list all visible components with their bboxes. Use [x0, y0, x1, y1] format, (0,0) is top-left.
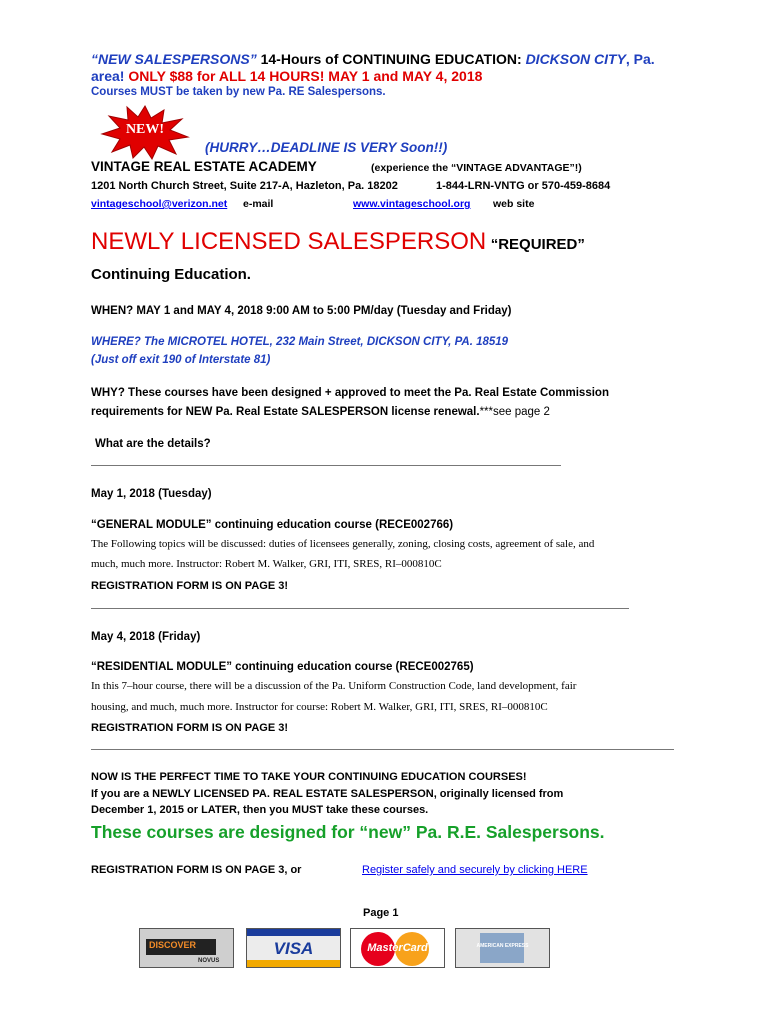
session1-desc-1: The Following topics will be discussed: duties of licensees generally, zoning, closing costs, agreement of sale, and [91, 538, 595, 550]
page-number: Page 1 [363, 907, 399, 919]
session1-date: May 1, 2018 (Tuesday) [91, 488, 212, 500]
email-link[interactable]: vintageschool@verizon.net [91, 198, 228, 210]
where-line-2: (Just off exit 190 of Interstate 81) [91, 354, 271, 366]
session2-date: May 4, 2018 (Friday) [91, 631, 201, 643]
green-banner: These courses are designed for “new” Pa. R.E. Salespersons. [91, 822, 605, 842]
why-note: ***see page 2 [479, 406, 550, 418]
session2-registration-note: REGISTRATION FORM IS ON PAGE 3! [91, 722, 288, 734]
when-text: WHEN? MAY 1 and MAY 4, 2018 9:00 AM to 5:00 PM/day (Tuesday and Friday) [91, 305, 512, 317]
where-line-1: WHERE? The MICROTEL HOTEL, 232 Main Street, DICKSON CITY, PA. 18519 [91, 336, 509, 348]
notice-line-3: December 1, 2015 or LATER, then you MUST take these courses. [91, 804, 429, 816]
new-badge-label: NEW! [125, 122, 165, 137]
header-state: , Pa. [625, 51, 655, 67]
academy-name: VINTAGE REAL ESTATE ACADEMY [91, 159, 317, 174]
notice-line-1: NOW IS THE PERFECT TIME TO TAKE YOUR CONTINUING EDUCATION COURSES! [91, 771, 527, 783]
session2-desc-2: housing, and much, much more. Instructor for course: Robert M. Walker, GRI, ITI, SRES, RI–000810C [91, 701, 548, 713]
divider [91, 749, 674, 750]
details-question: What are the details? [95, 438, 211, 450]
why-text: requirements for NEW Pa. Real Estate SALESPERSON license renewal. [91, 406, 480, 418]
registration-text: REGISTRATION FORM IS ON PAGE 3, or [91, 864, 302, 876]
divider [91, 465, 561, 466]
mastercard-name: MasterCard [367, 942, 428, 954]
mastercard-logo [350, 928, 445, 968]
headline [91, 228, 585, 256]
session1-registration-note: REGISTRATION FORM IS ON PAGE 3! [91, 580, 288, 592]
discover-card-logo [139, 928, 234, 968]
academy-tagline: (experience the “VINTAGE ADVANTAGE”!) [371, 162, 582, 174]
header-tag: “NEW SALESPERSONS” [91, 51, 257, 67]
website-link[interactable]: www.vintageschool.org [353, 198, 471, 210]
session2-desc-1: In this 7–hour course, there will be a discussion of the Pa. Uniform Construction Code, land development, fair [91, 680, 577, 692]
subhead: Continuing Education. [91, 266, 251, 283]
divider [91, 608, 629, 609]
header-area: area! [91, 68, 125, 84]
new-badge [100, 104, 190, 160]
amex-card-logo [455, 928, 550, 968]
why-line-1: WHY? These courses have been designed + approved to meet the Pa. Real Estate Commission [91, 387, 609, 399]
deadline-notice: (HURRY…DEADLINE IS VERY Soon!!) [205, 140, 448, 155]
header-course-title: 14-Hours of CONTINUING EDUCATION: [256, 51, 526, 67]
discover-card-name: DISCOVER [149, 940, 197, 950]
session1-desc-2: much, much more. Instructor: Robert M. Walker, GRI, ITI, SRES, RI–000810C [91, 558, 442, 570]
header-line-1 [91, 51, 655, 67]
academy-address: 1201 North Church Street, Suite 217-A, Hazleton, Pa. 18202 [91, 180, 398, 192]
header-line-3: Courses MUST be taken by new Pa. RE Salespersons. [91, 86, 386, 98]
register-link[interactable]: Register safely and securely by clicking HERE [362, 864, 588, 876]
visa-card-logo [246, 928, 341, 968]
headline-main: NEWLY LICENSED SALESPERSON [91, 228, 487, 255]
visa-card-name: VISA [273, 939, 314, 958]
amex-card-name: AMERICAN EXPRESS [476, 943, 529, 949]
discover-card-sub: NOVUS [198, 958, 220, 964]
email-label: e-mail [243, 198, 274, 210]
session2-course: “RESIDENTIAL MODULE” continuing education course (RECE002765) [91, 661, 474, 673]
session1-course: “GENERAL MODULE” continuing education course (RECE002766) [91, 519, 454, 531]
website-label: web site [493, 198, 535, 210]
headline-required: “REQUIRED” [490, 236, 585, 253]
header-price: ONLY $88 for ALL 14 HOURS! MAY 1 and MAY 4, 2018 [124, 68, 483, 84]
academy-phone: 1-844-LRN-VNTG or 570-459-8684 [436, 180, 611, 192]
why-line-2 [91, 406, 550, 418]
header-city: DICKSON CITY [525, 51, 626, 67]
notice-line-2: If you are a NEWLY LICENSED PA. REAL ESTATE SALESPERSON, originally licensed from [91, 788, 564, 800]
header-line-2 [91, 68, 482, 84]
